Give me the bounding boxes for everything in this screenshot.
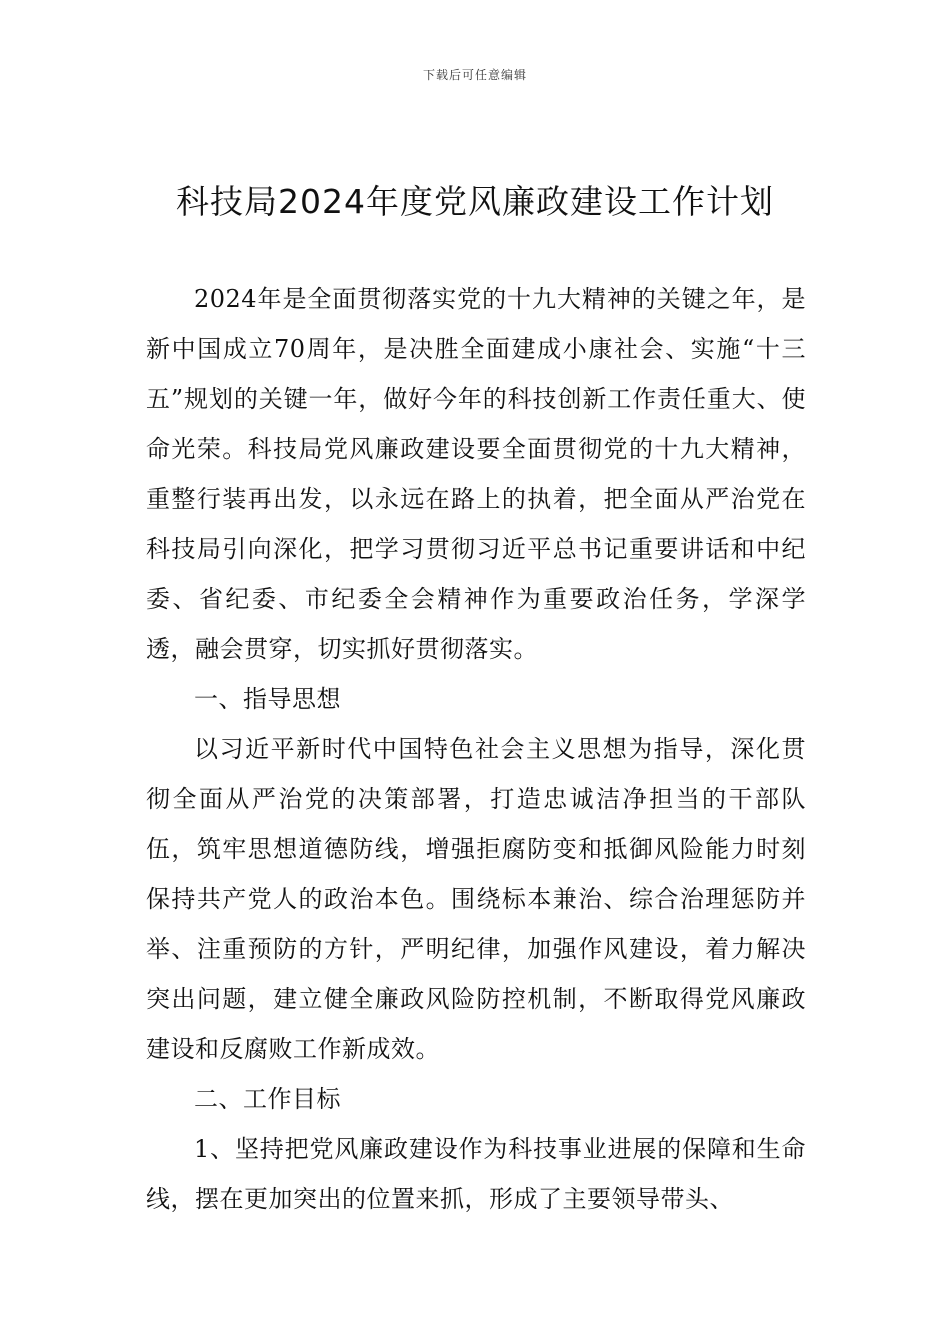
header-note: 下载后可任意编辑 — [422, 68, 527, 82]
intro-paragraph: 2024年是全面贯彻落实党的十九大精神的关键之年，是新中国成立70周年，是决胜全面建成小康社会、实施“十三五”规划的关键一年，做好今年的科技创新工作责任重大、使命光荣。科技局党风廉政建设要全面贯彻党的十九大精神，重整行装再出发，以永远在路上的执着，把全面从严治党在科技局引向深化，把学习贯彻习近平总书记重要讲话和中纪委、省纪委、市纪委全会精神作为重要政治任务，学深学透，融会贯穿，切实抓好贯彻落实。 — [146, 285, 806, 663]
document-title: 科技局2024年度党风廉政建设工作计划 — [176, 182, 774, 221]
section-heading-work-goals: 二、工作目标 — [194, 1085, 341, 1113]
section-heading-guiding-ideology: 一、指导思想 — [194, 685, 341, 713]
document-body — [146, 274, 806, 1224]
work-goals-item-1: 1、坚持把党风廉政建设作为科技事业进展的保障和生命线，摆在更加突出的位置来抓，形成了主要领导带头、 — [146, 1135, 806, 1213]
guiding-ideology-paragraph: 以习近平新时代中国特色社会主义思想为指导，深化贯彻全面从严治党的决策部署，打造忠诚洁净担当的干部队伍，筑牢思想道德防线，增强拒腐防变和抵御风险能力时刻保持共产党人的政治本色。围绕标本兼治、综合治理惩防并举、注重预防的方针，严明纪律，加强作风建设，着力解决突出问题，建立健全廉政风险防控机制，不断取得党风廉政建设和反腐败工作新成效。 — [146, 735, 806, 1063]
